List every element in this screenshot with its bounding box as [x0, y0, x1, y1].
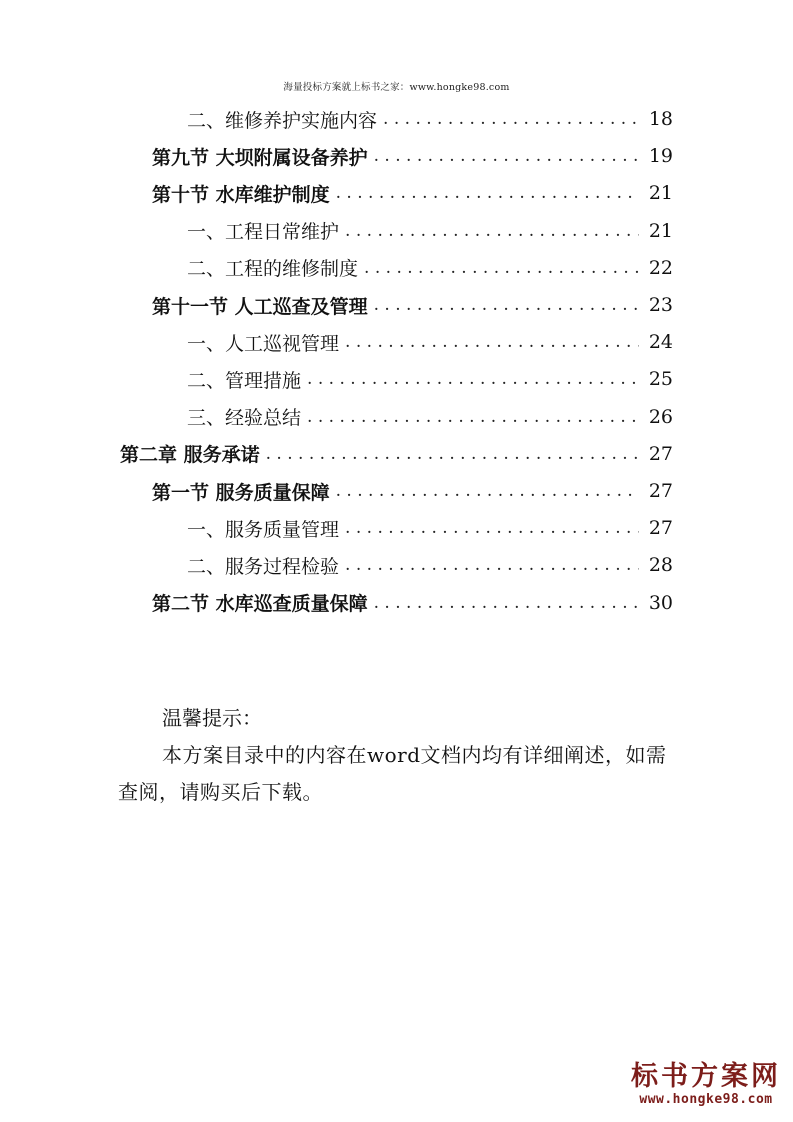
toc-entry-page: 26	[648, 405, 673, 428]
brand-title: 标书方案网	[631, 1061, 781, 1092]
toc-entry-label: 二、工程的维修制度	[187, 258, 359, 281]
toc-leader-dots	[364, 258, 639, 278]
toc-entry-label: 一、工程日常维护	[187, 221, 340, 244]
toc-entry	[152, 139, 673, 173]
toc-entry	[187, 362, 673, 396]
toc-entry	[120, 437, 673, 471]
toc-leader-dots	[336, 183, 639, 203]
toc-entry-page: 24	[648, 331, 673, 354]
toc-entry	[187, 325, 673, 359]
toc-leader-dots	[307, 407, 639, 427]
toc-entry-page: 25	[648, 368, 673, 391]
toc-leader-dots	[336, 481, 639, 501]
toc-leader-dots	[345, 518, 639, 538]
page-header: 海量投标方案就上标书之家：www.hongke98.com	[283, 82, 510, 93]
toc-entry-page: 30	[648, 591, 673, 614]
toc-entry-page: 21	[648, 182, 673, 205]
toc-entry-page: 28	[648, 554, 673, 577]
toc-leader-dots	[383, 109, 639, 129]
toc-entry	[152, 474, 673, 508]
toc-entry	[187, 548, 673, 582]
toc-entry-label: 二、管理措施	[187, 369, 302, 392]
toc-entry-page: 21	[648, 219, 673, 242]
toc-entry-label: 第十一节 人工巡查及管理	[152, 295, 368, 318]
toc-entry-label: 一、服务质量管理	[187, 518, 340, 541]
toc-entry-page: 27	[648, 480, 673, 502]
toc-leader-dots	[345, 332, 639, 352]
brand-url: www.hongke98.com	[639, 1092, 773, 1107]
toc-entry	[187, 400, 673, 434]
toc-entry-label: 第二节 水库巡查质量保障	[152, 593, 368, 616]
toc-entry-label: 三、经验总结	[187, 407, 302, 430]
toc-entry-label: 二、维修养护实施内容	[187, 109, 378, 132]
toc-entry	[187, 251, 673, 285]
toc-leader-dots	[345, 221, 639, 241]
toc-leader-dots	[307, 369, 639, 389]
brand-logo	[631, 1062, 781, 1108]
toc-entry-label: 第一节 服务质量保障	[152, 481, 330, 504]
toc-entry-label: 二、服务过程检验	[187, 555, 340, 578]
toc-entry	[152, 176, 673, 210]
toc-entry-label: 第九节 大坝附属设备养护	[152, 146, 368, 169]
toc-entry-label: 第十节 水库维护制度	[152, 183, 330, 206]
toc-entry-label: 第二章 服务承诺	[120, 444, 260, 467]
toc-entry-page: 19	[648, 145, 673, 168]
toc-leader-dots	[374, 295, 639, 315]
toc-entry	[152, 586, 673, 620]
toc-entry-page: 23	[648, 294, 673, 316]
toc-entry	[187, 511, 673, 545]
toc-entry-label: 一、人工巡视管理	[187, 332, 340, 355]
toc-entry	[152, 288, 673, 322]
toc-leader-dots	[345, 555, 639, 575]
toc-entry-page: 27	[648, 517, 673, 540]
notice-body: 本方案目录中的内容在word文档内均有详细阐述，如需查阅，请购买后下载。	[118, 743, 667, 804]
toc-leader-dots	[266, 444, 639, 464]
toc-leader-dots	[374, 593, 639, 613]
toc-entry	[187, 102, 673, 136]
notice-title: 温馨提示：	[162, 706, 262, 730]
toc-leader-dots	[374, 146, 639, 166]
toc-entry-page: 18	[648, 108, 673, 130]
toc-entry	[187, 214, 673, 248]
toc-entry-page: 22	[648, 256, 673, 279]
toc-entry-page: 27	[648, 442, 673, 465]
